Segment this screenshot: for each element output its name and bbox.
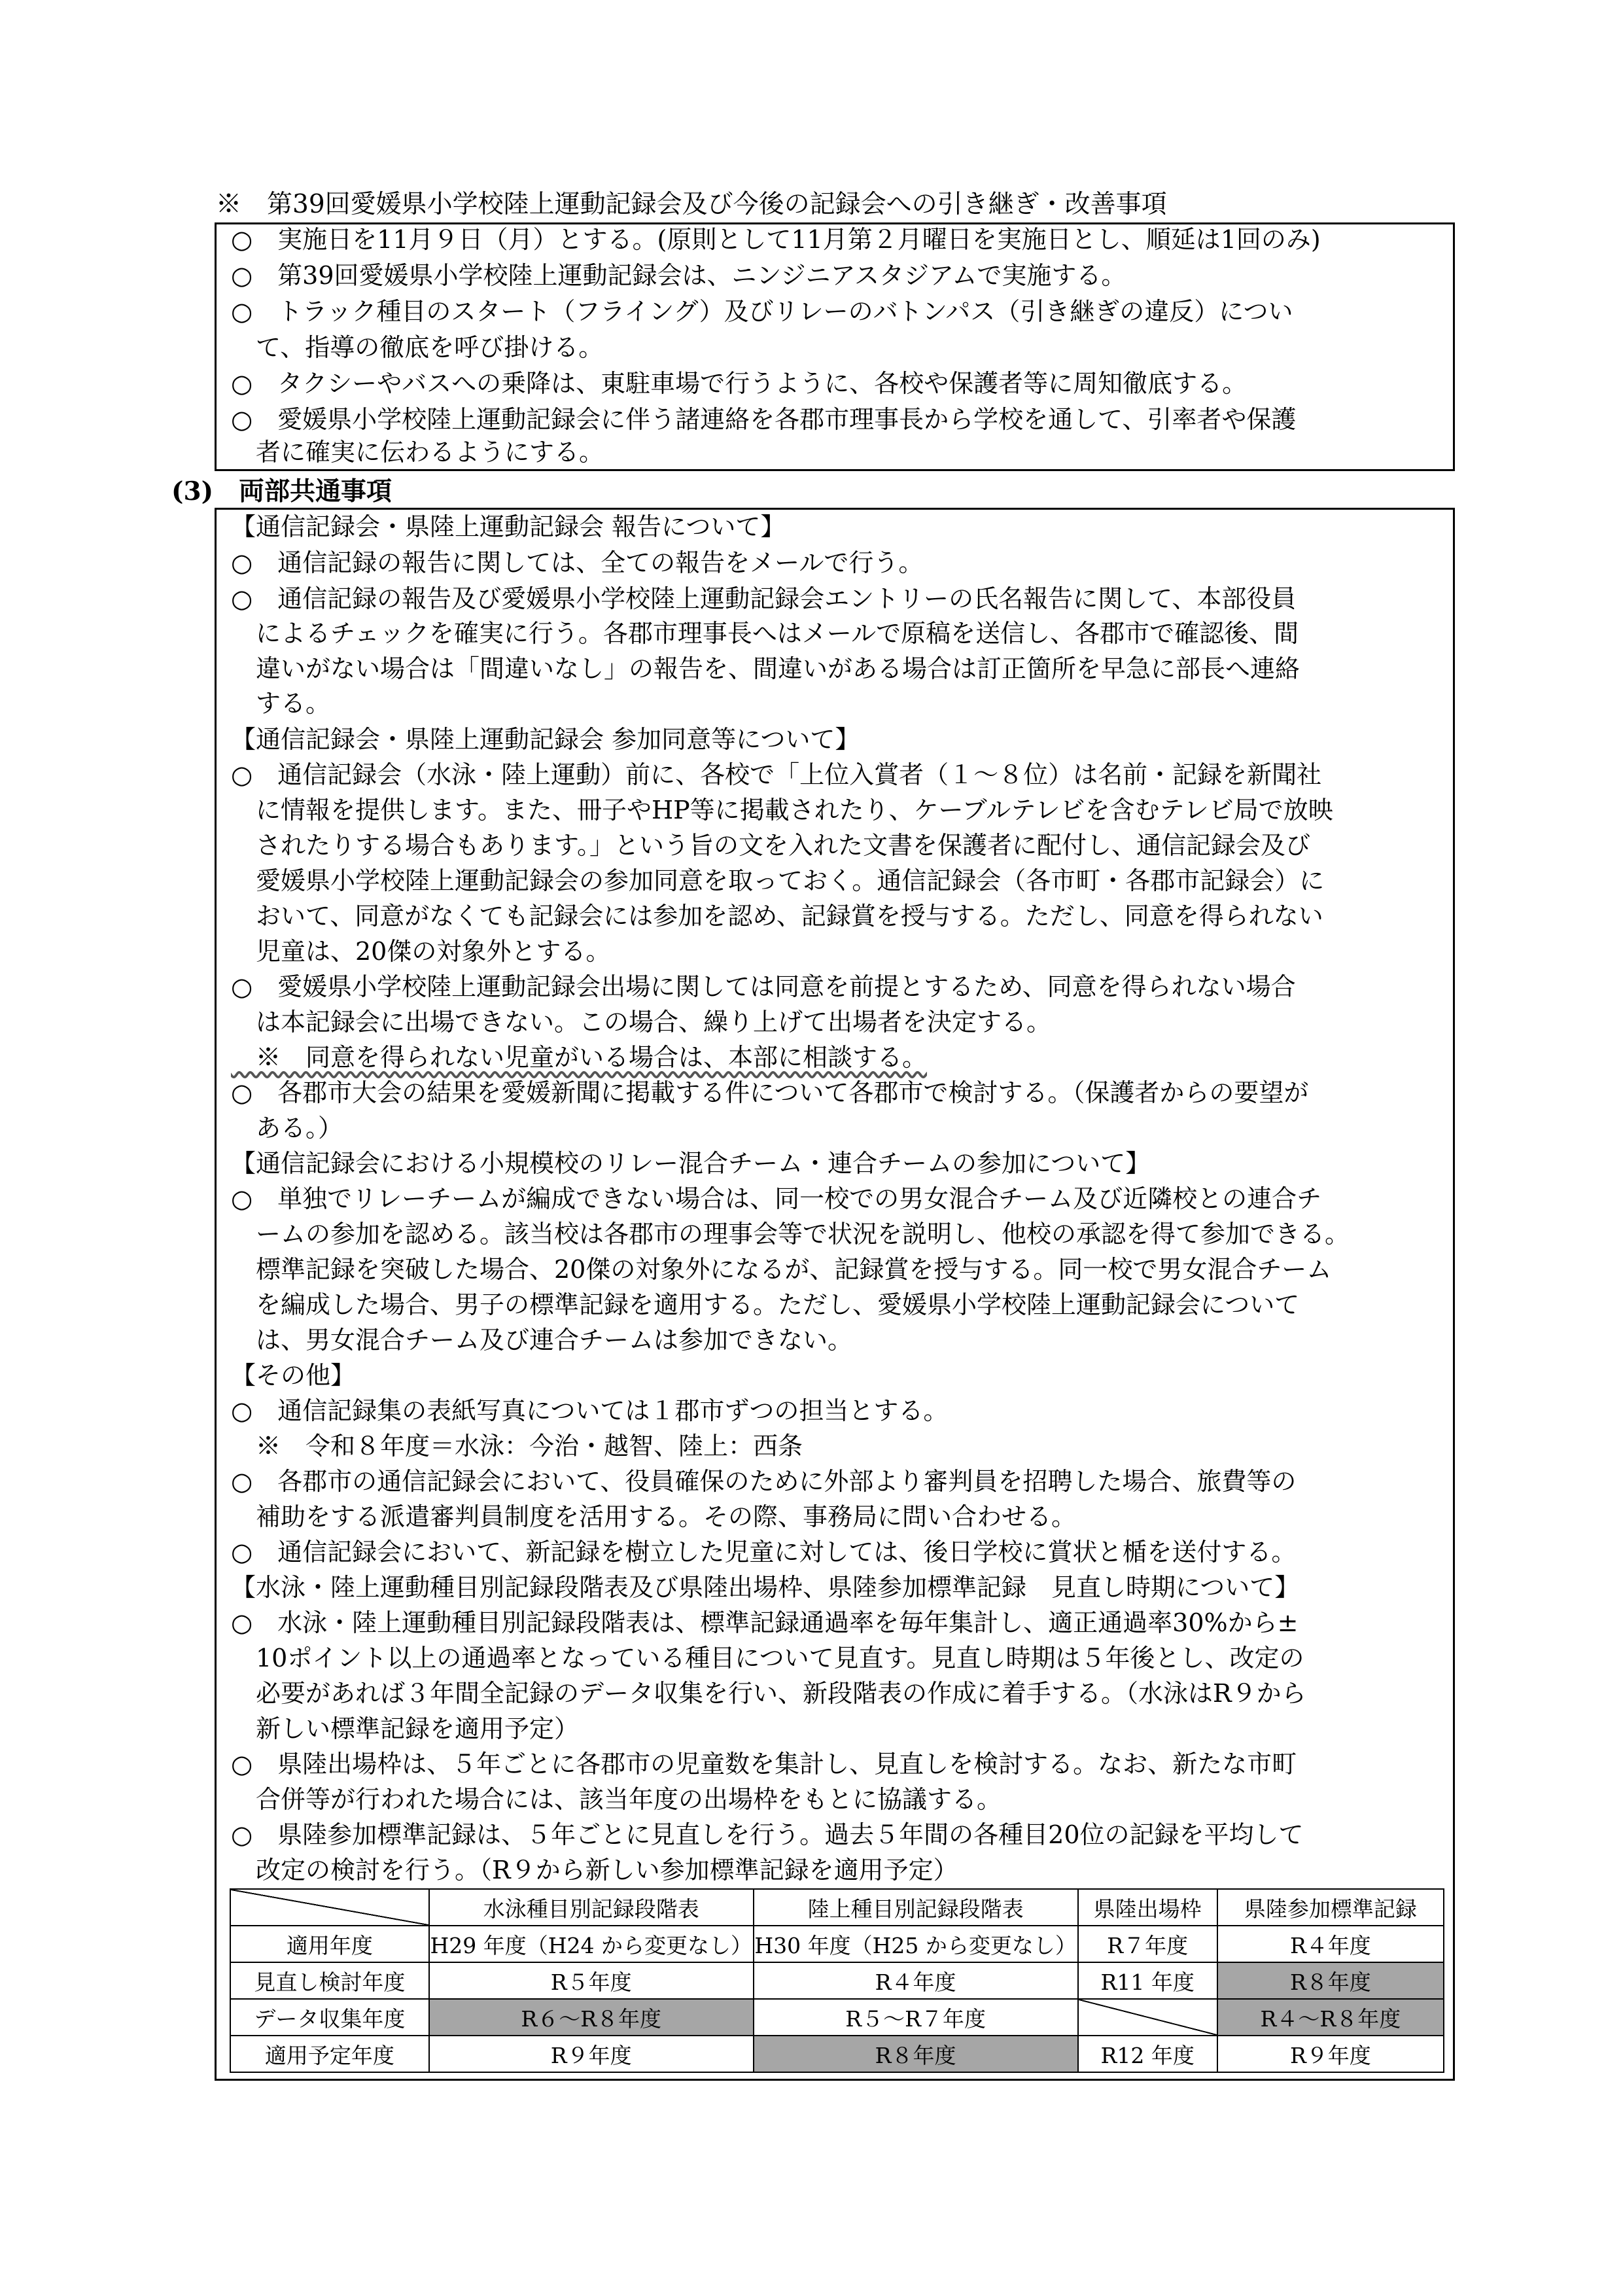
item-line: ームの参加を認める。該当校は各郡市の理事会等で状況を説明し、他校の承認を得て参加できる。 [231, 1220, 1350, 1248]
item-line: ○ 各郡市の通信記録会において、役員確保のために外部より審判員を招聘した場合、旅費等の [231, 1467, 1297, 1496]
item-line: 違いがない場合は「間違いなし」の報告を、間違いがある場合は訂正箇所を早急に部長へ連絡 [231, 654, 1300, 683]
item-line: ○ 通信記録の報告に関しては、全ての報告をメールで行う。 [231, 548, 924, 577]
subheading: 【通信記録会・県陸上運動記録会 報告について】 [231, 512, 786, 541]
row-label: 適用予定年度 [230, 2036, 429, 2072]
item-line: ○ 愛媛県小学校陸上運動記録会出場に関しては同意を前提とするため、同意を得られない場合 [231, 972, 1296, 1001]
table-header: 県陸参加標準記録 [1217, 1889, 1444, 1926]
item-line: ○ 県陸出場枠は、５年ごとに各郡市の児童数を集計し、見直しを検討する。なお、新たな市町 [231, 1750, 1297, 1778]
item-line: おいて、同意がなくても記録会には参加を認め、記録賞を授与する。ただし、同意を得られない [231, 902, 1323, 930]
table-cell: R９年度 [429, 2036, 754, 2072]
note-line: て、指導の徹底を呼び掛ける。 [231, 333, 604, 362]
item-line: ○ 通信記録会（水泳・陸上運動）前に、各校で「上位入賞者（１～８位）は名前・記録を新聞社 [231, 760, 1322, 789]
section3-title: 両部共通事項 [239, 476, 393, 506]
item-line: 補助をする派遣審判員制度を活用する。その際、事務局に問い合わせる。 [231, 1502, 1077, 1531]
table-cell-highlighted: R６～R８年度 [429, 1999, 754, 2036]
note-line: ○ タクシーやバスへの乗降は、東駐車場で行うように、各校や保護者等に周知徹底する。 [231, 369, 1248, 398]
note-line: 者に確実に伝わるようにする。 [231, 438, 604, 467]
table-cell: R７年度 [1078, 1926, 1217, 1962]
table-cell-highlighted: R４～R８年度 [1217, 1999, 1444, 2036]
subheading: 【水泳・陸上運動種目別記録段階表及び県陸出場枠、県陸参加標準記録 見直し時期について】 [231, 1573, 1300, 1602]
item-line: ○ 通信記録会において、新記録を樹立した児童に対しては、後日学校に賞状と楯を送付する。 [231, 1538, 1297, 1566]
subheading: 【通信記録会・県陸上運動記録会 参加同意等について】 [231, 725, 860, 754]
item-line: 改定の検討を行う。（R９から新しい参加標準記録を適用予定） [231, 1856, 958, 1884]
table-row [230, 1962, 1444, 1999]
table-cell: R４年度 [1217, 1926, 1444, 1962]
item-line: ある。） [231, 1114, 343, 1142]
table-cell: R４年度 [754, 1962, 1078, 1999]
table-row [230, 1999, 1444, 2036]
table-header: 県陸出場枠 [1078, 1889, 1217, 1926]
item-line: ○ 単独でリレーチームが編成できない場合は、同一校での男女混合チーム及び近隣校との連合チ [231, 1184, 1322, 1213]
table-cell: R５～R７年度 [754, 1999, 1078, 2036]
item-line: ○ 各郡市大会の結果を愛媛新聞に掲載する件について各郡市で検討する。（保護者からの要望が [231, 1078, 1309, 1107]
table-row [230, 1926, 1444, 1962]
table-cell-highlighted: R８年度 [1217, 1962, 1444, 1999]
table-cell-empty [1078, 1999, 1217, 2036]
section3-number: (3) [171, 476, 214, 506]
item-line: されたりする場合もあります。」という旨の文を入れた文書を保護者に配付し、通信記録会及び [231, 831, 1310, 860]
item-line: 必要があれば３年間全記録のデータ収集を行い、新段階表の作成に着手する。（水泳はR９から [231, 1679, 1306, 1708]
table-cell: R９年度 [1217, 2036, 1444, 2072]
item-line: ○ 通信記録の報告及び愛媛県小学校陸上運動記録会エントリーの氏名報告に関して、本部役員 [231, 584, 1297, 613]
note-heading: ※ 第39回愛媛県小学校陸上運動記録会及び今後の記録会への引き継ぎ・改善事項 [216, 190, 1167, 219]
table-row [230, 2036, 1444, 2072]
item-line: は、男女混合チーム及び連合チームは参加できない。 [231, 1326, 853, 1354]
note-consult: ※ 同意を得られない児童がいる場合は、本部に相談する。 [231, 1043, 928, 1072]
table-cell: R11 年度 [1078, 1962, 1217, 1999]
item-line: は本記録会に出場できない。この場合、繰り上げて出場者を決定する。 [231, 1008, 1052, 1036]
table-header-row [230, 1889, 1444, 1926]
table-cell: H30 年度（H25 から変更なし） [754, 1926, 1078, 1962]
section3-box [215, 508, 1455, 2081]
item-line: 新しい標準記録を適用予定） [231, 1714, 580, 1743]
item-line: 10ポイント以上の通過率となっている種目について見直す。見直し時期は５年後とし、改定の [231, 1644, 1304, 1672]
note-line: ○ 愛媛県小学校陸上運動記録会に伴う諸連絡を各郡市理事長から学校を通して、引率者や保護 [231, 405, 1297, 434]
table-header: 水泳種目別記録段階表 [429, 1889, 754, 1926]
item-line: ○ 水泳・陸上運動種目別記録段階表は、標準記録通過率を毎年集計し、適正通過率30%から± [231, 1608, 1299, 1637]
table-cell: H29 年度（H24 から変更なし） [429, 1926, 754, 1962]
item-line: によるチェックを確実に行う。各郡市理事長へはメールで原稿を送信し、各郡市で確認後、間 [231, 619, 1299, 648]
item-line: ○ 県陸参加標準記録は、５年ごとに見直しを行う。過去５年間の各種目20位の記録を平均して [231, 1820, 1304, 1849]
row-label: データ収集年度 [230, 1999, 429, 2036]
table-header: 陸上種目別記録段階表 [754, 1889, 1078, 1926]
item-line: に情報を提供します。また、冊子やHP等に掲載されたり、ケーブルテレビを含むテレビ局で放映 [231, 796, 1333, 824]
review-schedule-table [230, 1888, 1444, 2073]
item-line: ○ 通信記録集の表紙写真については１郡市ずつの担当とする。 [231, 1396, 949, 1425]
item-line: 合併等が行われた場合には、該当年度の出場枠をもとに協議する。 [231, 1785, 1002, 1814]
row-label: 適用年度 [230, 1926, 429, 1962]
note-line: ○ 第39回愛媛県小学校陸上運動記録会は、ニンジニアスタジアムで実施する。 [231, 261, 1126, 290]
item-line: 児童は、20傑の対象外とする。 [231, 937, 611, 966]
note-line: ○ 実施日を11月９日（月）とする。(原則として11月第２月曜日を実施日とし、順延は1回のみ) [231, 225, 1321, 254]
subheading: 【その他】 [231, 1361, 356, 1390]
note-line: ○ トラック種目のスタート（フライング）及びリレーのバトンパス（引き継ぎの違反）につい [231, 297, 1293, 326]
table-cell: R５年度 [429, 1962, 754, 1999]
note-box [215, 222, 1455, 471]
item-line: ※ 令和８年度＝水泳：今治・越智、陸上：西条 [231, 1432, 803, 1460]
row-label: 見直し検討年度 [230, 1962, 429, 1999]
item-line: 愛媛県小学校陸上運動記録会の参加同意を取っておく。通信記録会（各市町・各郡市記録会）に [231, 866, 1325, 895]
table-corner-cell [230, 1889, 429, 1926]
item-line: を編成した場合、男子の標準記録を適用する。ただし、愛媛県小学校陸上運動記録会について [231, 1290, 1300, 1319]
subheading: 【通信記録会における小規模校のリレー混合チーム・連合チームの参加について】 [231, 1149, 1151, 1178]
item-line: 標準記録を突破した場合、20傑の対象外になるが、記録賞を授与する。同一校で男女混合チーム [231, 1255, 1332, 1284]
table-cell: R12 年度 [1078, 2036, 1217, 2072]
table-cell-highlighted: R８年度 [754, 2036, 1078, 2072]
item-line: する。 [231, 689, 331, 718]
